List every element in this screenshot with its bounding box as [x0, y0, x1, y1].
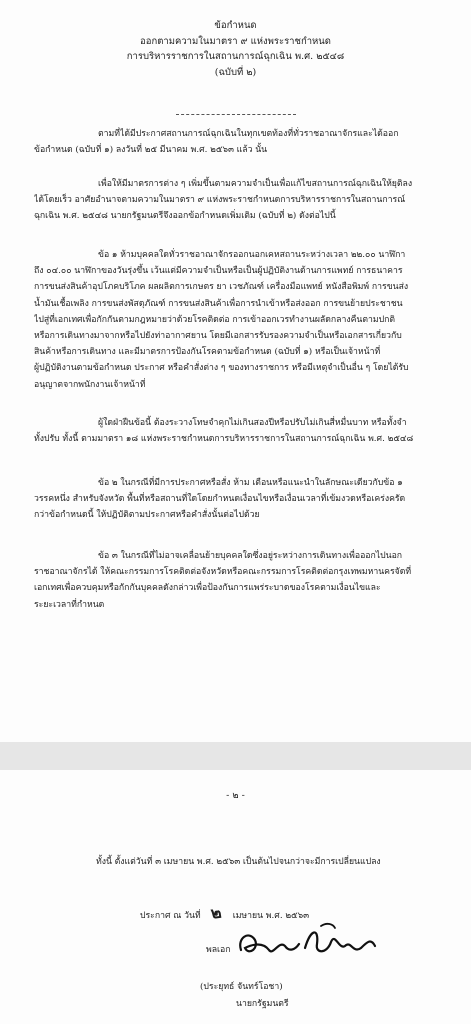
paragraph-line: ระยะเวลาที่กำหนด [34, 599, 105, 610]
paragraph-line: ข้อกำหนด (ฉบับที่ ๑) ลงวันที่ ๒๕ มีนาคม พ.ศ. ๒๕๖๓ แล้ว นั้น [34, 145, 268, 156]
paragraph-line: อนุญาตจากพนักงานเจ้าหน้าที่ [34, 379, 146, 390]
signer-rank: พลเอก [206, 945, 231, 955]
document-title: ข้อกำหนด [214, 20, 257, 31]
paragraph-line: ข้อ ๒ ในกรณีที่มีการประกาศหรือสั่ง ห้าม เตือนหรือแนะนำในลักษณะเดียวกับข้อ ๑ [98, 478, 403, 488]
announce-prefix: ประกาศ ณ วันที่ [140, 911, 201, 921]
paragraph-line: ราชอาณาจักรได้ ให้คณะกรรมการโรคติดต่อจังหวัดหรือคณะกรรมการโรคติดต่อกรุงเทพมหานครจัดที่ [34, 567, 412, 578]
paragraph-preamble [34, 126, 442, 158]
signer-name: (ประยุทธ์ จันทร์โอชา) [200, 982, 283, 992]
paragraph-line: กว่าข้อกำหนดนี้ ให้ปฏิบัติตามประกาศหรือคำสั่งนั้นต่อไปด้วย [34, 510, 260, 521]
paragraph-line: ไปสู่ที่เอกเทศเพื่อกักกันตามกฎหมายว่าด้วยโรคติดต่อ การเข้าออกเวรทำงานผลัดกลางคืนตามปกติ [34, 314, 396, 325]
paragraph-line: ข้อ ๓ ในกรณีที่ไม่อาจเคลื่อนย้ายบุคคลใดซึ่งอยู่ระหว่างการเดินทางเพื่อออกไปนอก [98, 551, 403, 561]
paragraph-line: ทั้งปรับ ทั้งนี้ ตามมาตรา ๑๘ แห่งพระราชกำหนดการบริหารราชการในสถานการณ์ฉุกเฉิน พ.ศ. ๒๕๔๘ [34, 434, 414, 445]
paragraph-line: ข้อ ๑ ห้ามบุคคลใดทั่วราชอาณาจักรออกนอกเคหสถานระหว่างเวลา ๒๒.๐๐ นาฬิกา [98, 250, 406, 260]
paragraph-clause-1 [34, 247, 442, 393]
signer-title: นายกรัฐมนตรี [236, 999, 289, 1009]
handwritten-signature [235, 920, 385, 964]
paragraph-line: สินค้าหรือการเดินทาง และมีมาตรการป้องกันโรคตามข้อกำหนด (ฉบับที่ ๑) หรือเป็นเจ้าหน้าที่ [34, 347, 381, 358]
paragraph-line: เอกเทศเพื่อควบคุมหรือกักกันบุคคลดังกล่าวเพื่อป้องกันการแพร่ระบาดของโรคตามเงื่อนไขและ [34, 583, 381, 594]
header-line-2: ออกตามความในมาตรา ๙ แห่งพระราชกำหนด [140, 35, 331, 47]
paragraph-line: น้ำมันเชื้อเพลิง การขนส่งพัสดุภัณฑ์ การขนส่งสินค้าเพื่อการนำเข้าหรือส่งออก การขนย้ายประชาชน [34, 298, 403, 309]
header-line-3: การบริหารราชการในสถานการณ์ฉุกเฉิน พ.ศ. ๒๕๔๘ [126, 51, 345, 62]
paragraph-clause-2 [34, 475, 442, 524]
paragraph-line: เพื่อให้มีมาตรการต่าง ๆ เพิ่มขึ้นตามความจำเป็นเพื่อแก้ไขสถานการณ์ฉุกเฉินให้ยุติลง [98, 179, 413, 189]
page-number: - ๒ - [226, 790, 245, 801]
paragraph-penalty [34, 415, 442, 447]
paragraph-clause-3 [34, 548, 442, 613]
header-divider [176, 114, 296, 115]
edition-label: (ฉบับที่ ๒) [214, 66, 257, 78]
paragraph-line: ผู้ใดฝ่าฝืนข้อนี้ ต้องระวางโทษจำคุกไม่เกินสองปีหรือปรับไม่เกินสี่หมื่นบาท หรือทั้งจำ [98, 418, 407, 428]
announce-suffix: เมษายน พ.ศ. ๒๕๖๓ [232, 911, 310, 921]
page-gap [0, 742, 471, 770]
paragraph-authority [34, 176, 442, 225]
effective-date-statement: ทั้งนี้ ตั้งแต่วันที่ ๓ เมษายน พ.ศ. ๒๕๖๓ เป็นต้นไปจนกว่าจะมีการเปลี่ยนแปลง [96, 857, 381, 867]
document-page-2 [0, 770, 471, 1024]
paragraph-line: ผู้ปฏิบัติงานตามข้อกำหนด ประกาศ หรือคำสั่งต่าง ๆ ของทางราชการ หรือมีเหตุจำเป็นอื่น ๆ โดยได้รับ [34, 363, 409, 374]
paragraph-line: การขนส่งสินค้าอุปโภคบริโภค ผลผลิตการเกษตร ยา เวชภัณฑ์ เครื่องมือแพทย์ หนังสือพิมพ์ การขนส่ง [34, 282, 409, 293]
document-header [0, 18, 471, 80]
paragraph-line: ได้โดยเร็ว อาศัยอำนาจตามความในมาตรา ๙ แห่งพระราชกำหนดการบริหารราชการในสถานการณ์ [34, 195, 406, 206]
paragraph-line: วรรคหนึ่ง สำหรับจังหวัด พื้นที่หรือสถานที่ใดโดยกำหนดเงื่อนไขหรือเงื่อนเวลาที่เข้มงวดหรือเคร่งครัด [34, 494, 406, 505]
paragraph-line: ถึง ๐๔.๐๐ นาฬิกาของวันรุ่งขึ้น เว้นแต่มีความจำเป็นหรือเป็นผู้ปฏิบัติงานด้านการแพทย์ การธนาคาร [34, 266, 403, 277]
paragraph-line: ตามที่ได้มีประกาศสถานการณ์ฉุกเฉินในทุกเขตท้องที่ทั่วราชอาณาจักรและได้ออก [98, 129, 399, 139]
handwritten-day: ๒ [209, 902, 224, 923]
paragraph-line: หรือการเดินทางมาจากหรือไปยังท่าอากาศยาน โดยมีเอกสารรับรองความจำเป็นหรือเอกสารเกี่ยวกับ [34, 331, 402, 342]
paragraph-line: ฉุกเฉิน พ.ศ. ๒๕๔๘ นายกรัฐมนตรีจึงออกข้อกำหนดเพิ่มเติม (ฉบับที่ ๒) ดังต่อไปนี้ [34, 211, 336, 222]
